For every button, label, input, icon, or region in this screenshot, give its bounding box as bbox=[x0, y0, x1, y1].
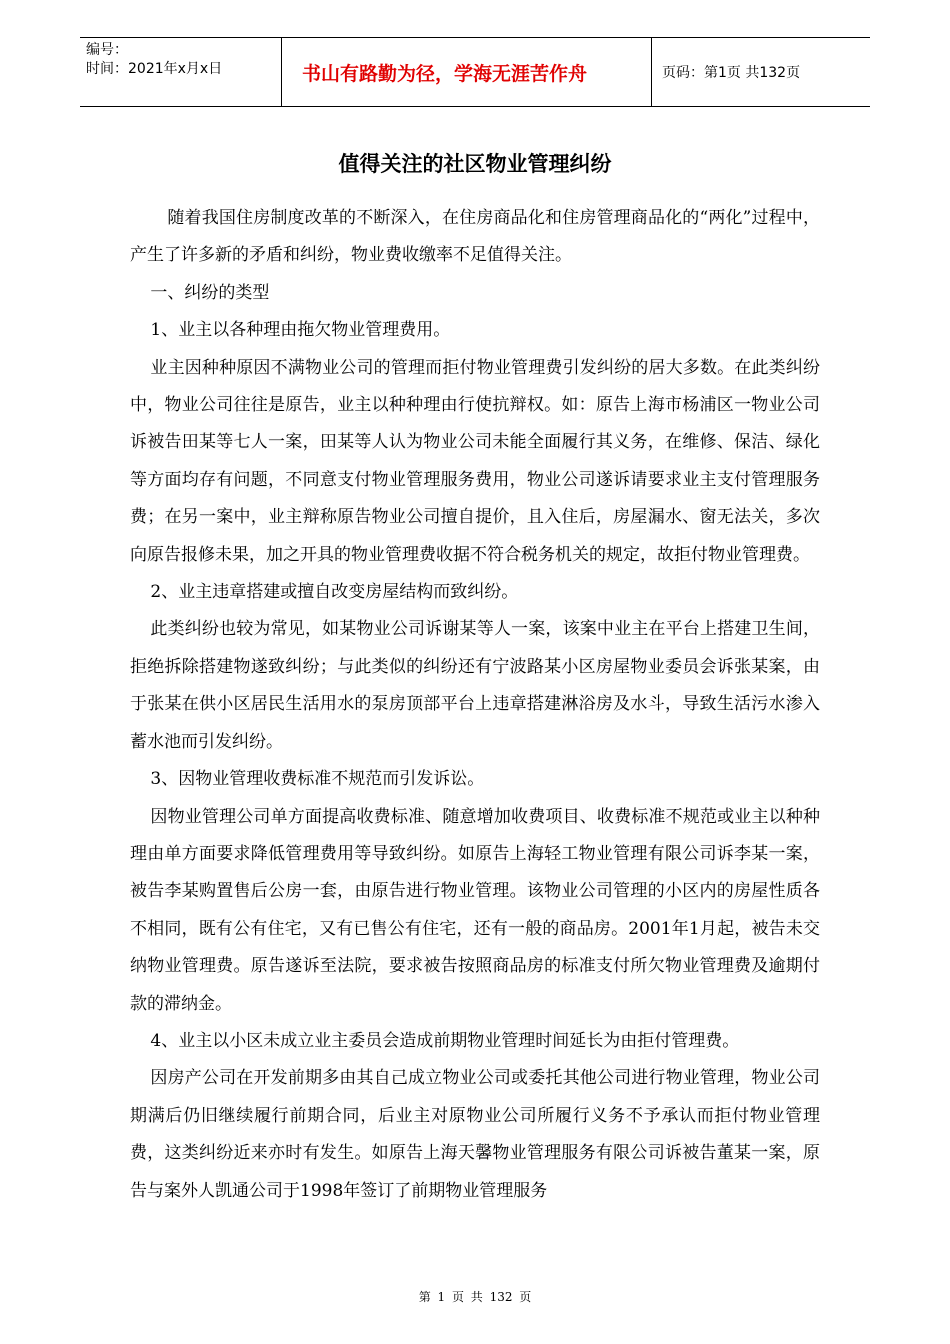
subsection-heading: 4、业主以小区未成立业主委员会造成前期物业管理时间延长为由拒付管理费。 bbox=[150, 1030, 740, 1051]
header-meta-cell bbox=[80, 38, 282, 106]
subsection-heading: 1、业主以各种理由拖欠物业管理费用。 bbox=[150, 320, 451, 341]
subsection-heading: 3、因物业管理收费标准不规范而引发诉讼。 bbox=[150, 769, 485, 790]
section-heading: 一、纠纷的类型 bbox=[150, 282, 270, 303]
document-number-label: 编号： bbox=[86, 42, 128, 58]
header-motto-cell bbox=[282, 38, 652, 106]
body-paragraph: 因物业管理公司单方面提高收费标准、随意增加收费项目、收费标准不规范或业主以种种理由单方面要求降低管理费用等导致纠纷。如原告上海轻工物业管理有限公司诉李某一案，被告李某购置售后公房一套，由原告进行物业管理。该物业公司管理的小区内的房屋性质各不相同，既有公有住宅，又有已售公有住宅，还有一般的商品房。2001年1月起，被告未交纳物业管理费。原告遂诉至法院，要求被告按照商品房的标准支付所欠物业管理费及逾期付款的滞纳金。 bbox=[130, 806, 820, 1014]
subsection-heading: 2、业主违章搭建或擅自改变房屋结构而致纠纷。 bbox=[150, 582, 519, 603]
document-time-label: 时间：2021年x月x日 bbox=[86, 61, 223, 77]
document-body bbox=[130, 200, 820, 1210]
header-motto: 书山有路勤为径，学海无涯苦作舟 bbox=[302, 62, 588, 85]
body-paragraph: 业主因种种原因不满物业公司的管理而拒付物业管理费引发纠纷的居大多数。在此类纠纷中，物业公司往往是原告，业主以种种理由行使抗辩权。如：原告上海市杨浦区一物业公司诉被告田某等七人一案，田某等人认为物业公司未能全面履行其义务，在维修、保洁、绿化等方面均存有问题，不同意支付物业管理服务费用，物业公司遂诉请要求业主支付管理服务费；在另一案中，业主辩称原告物业公司擅自提价，且入住后，房屋漏水、窗无法关，多次向原告报修未果，加之开具的物业管理费收据不符合税务机关的规定，故拒付物业管理费。 bbox=[130, 357, 820, 565]
document-title: 值得关注的社区物业管理纠纷 bbox=[338, 152, 612, 176]
body-paragraph: 此类纠纷也较为常见，如某物业公司诉谢某等人一案，该案中业主在平台上搭建卫生间，拒绝拆除搭建物遂致纠纷；与此类似的纠纷还有宁波路某小区房屋物业委员会诉张某案，由于张某在供小区居民生活用水的泵房顶部平台上违章搭建淋浴房及水斗，导致生活污水渗入蓄水池而引发纠纷。 bbox=[130, 619, 820, 752]
body-paragraph: 因房产公司在开发前期多由其自己成立物业公司或委托其他公司进行物业管理，物业公司期满后仍旧继续履行前期合同，后业主对原物业公司所履行义务不予承认而拒付物业管理费，这类纠纷近来亦时有发生。如原告上海天馨物业管理服务有限公司诉被告董某一案，原告与案外人凯通公司于1998年签订了前期物业管理服务 bbox=[130, 1068, 820, 1201]
header-page-info: 页码：第1页 共132页 bbox=[662, 65, 801, 81]
header-page-cell bbox=[652, 38, 870, 106]
header-table bbox=[80, 37, 870, 107]
intro-paragraph: 随着我国住房制度改革的不断深入，在住房商品化和住房管理商品化的“两化”过程中，产生了许多新的矛盾和纠纷，物业费收缴率不足值得关注。 bbox=[130, 208, 820, 266]
page-footer: 第 1 页 共 132 页 bbox=[418, 1290, 532, 1304]
